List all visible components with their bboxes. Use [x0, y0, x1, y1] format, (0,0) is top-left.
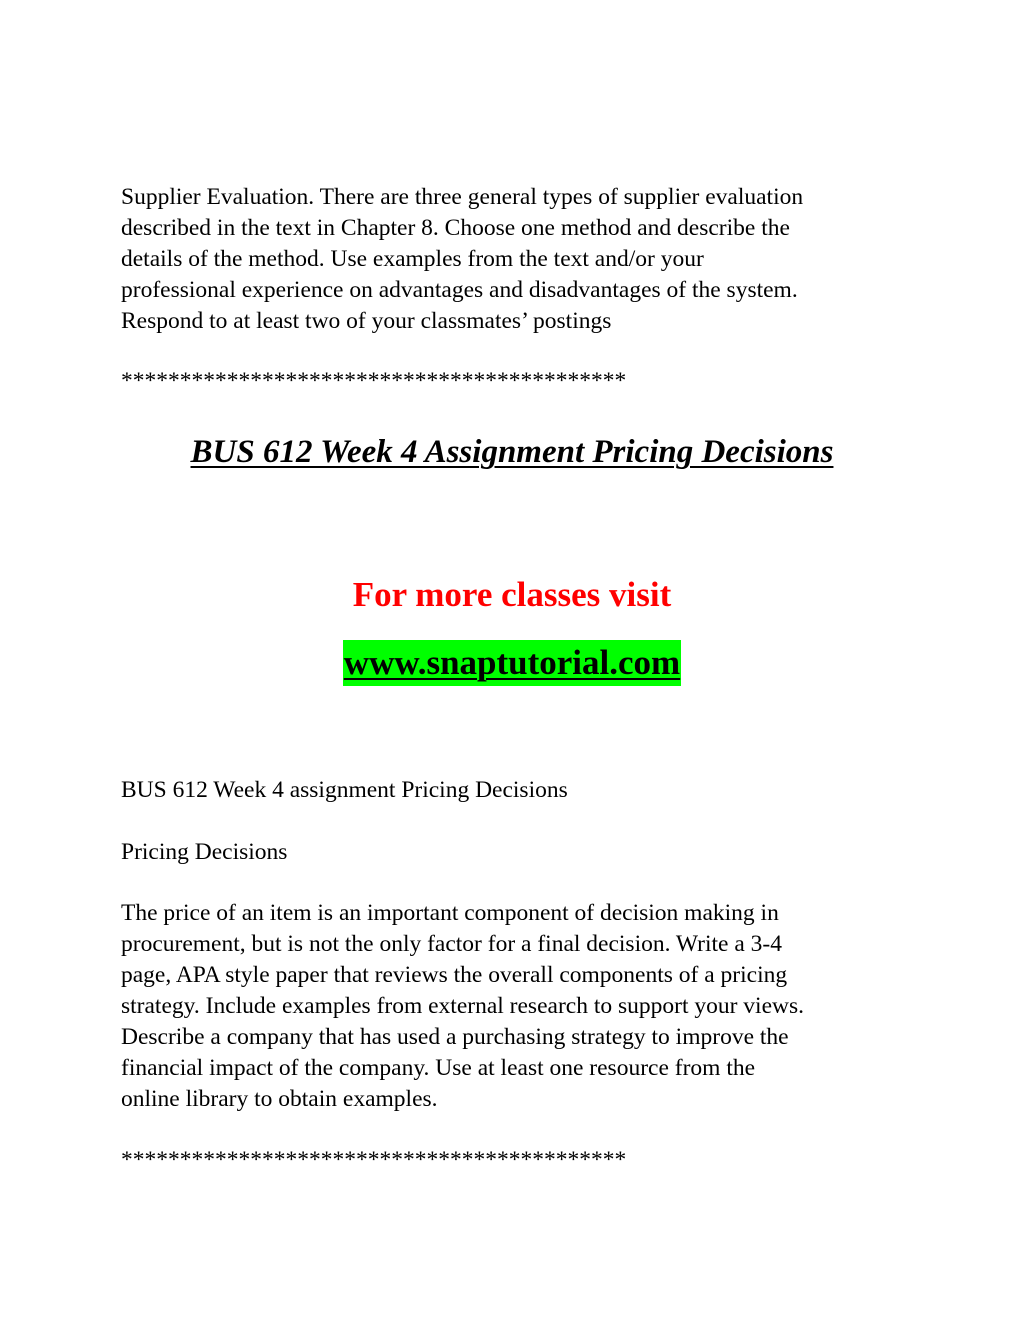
body-line: strategy. Include examples from external research to support your views. — [121, 993, 805, 1019]
body-line: Describe a company that has used a purchasing strategy to improve the — [121, 1024, 789, 1050]
body-line: financial impact of the company. Use at least one resource from the — [121, 1055, 756, 1081]
page-heading: BUS 612 Week 4 Assignment Pricing Decisions — [190, 434, 834, 470]
intro-line: professional experience on advantages and disadvantages of the system. — [121, 277, 798, 303]
separator-bottom: ******************************************* — [121, 1147, 627, 1173]
section-title — [121, 837, 921, 868]
assignment-title — [121, 775, 921, 806]
promo-visit-text: For more classes visit — [352, 575, 672, 614]
body-paragraph — [121, 898, 921, 1115]
body-line: online library to obtain examples. — [121, 1086, 438, 1112]
intro-line: Supplier Evaluation. There are three general types of supplier evaluation — [121, 184, 804, 210]
section-title-text: Pricing Decisions — [121, 839, 288, 865]
separator-top: ******************************************* — [121, 368, 627, 394]
intro-line: details of the method. Use examples from the text and/or your — [121, 246, 704, 272]
intro-paragraph — [121, 182, 921, 337]
body-line: The price of an item is an important component of decision making in — [121, 900, 779, 926]
assignment-title-text: BUS 612 Week 4 assignment Pricing Decisions — [121, 777, 568, 803]
intro-line: Respond to at least two of your classmates’ postings — [121, 308, 612, 334]
promo-link-container — [0, 640, 1024, 686]
snaptutorial-link[interactable]: www.snaptutorial.com — [343, 640, 681, 686]
body-line: procurement, but is not the only factor for a final decision. Write a 3-4 — [121, 931, 782, 957]
body-line: page, APA style paper that reviews the overall components of a pricing — [121, 962, 788, 988]
intro-line: described in the text in Chapter 8. Choose one method and describe the — [121, 215, 790, 241]
